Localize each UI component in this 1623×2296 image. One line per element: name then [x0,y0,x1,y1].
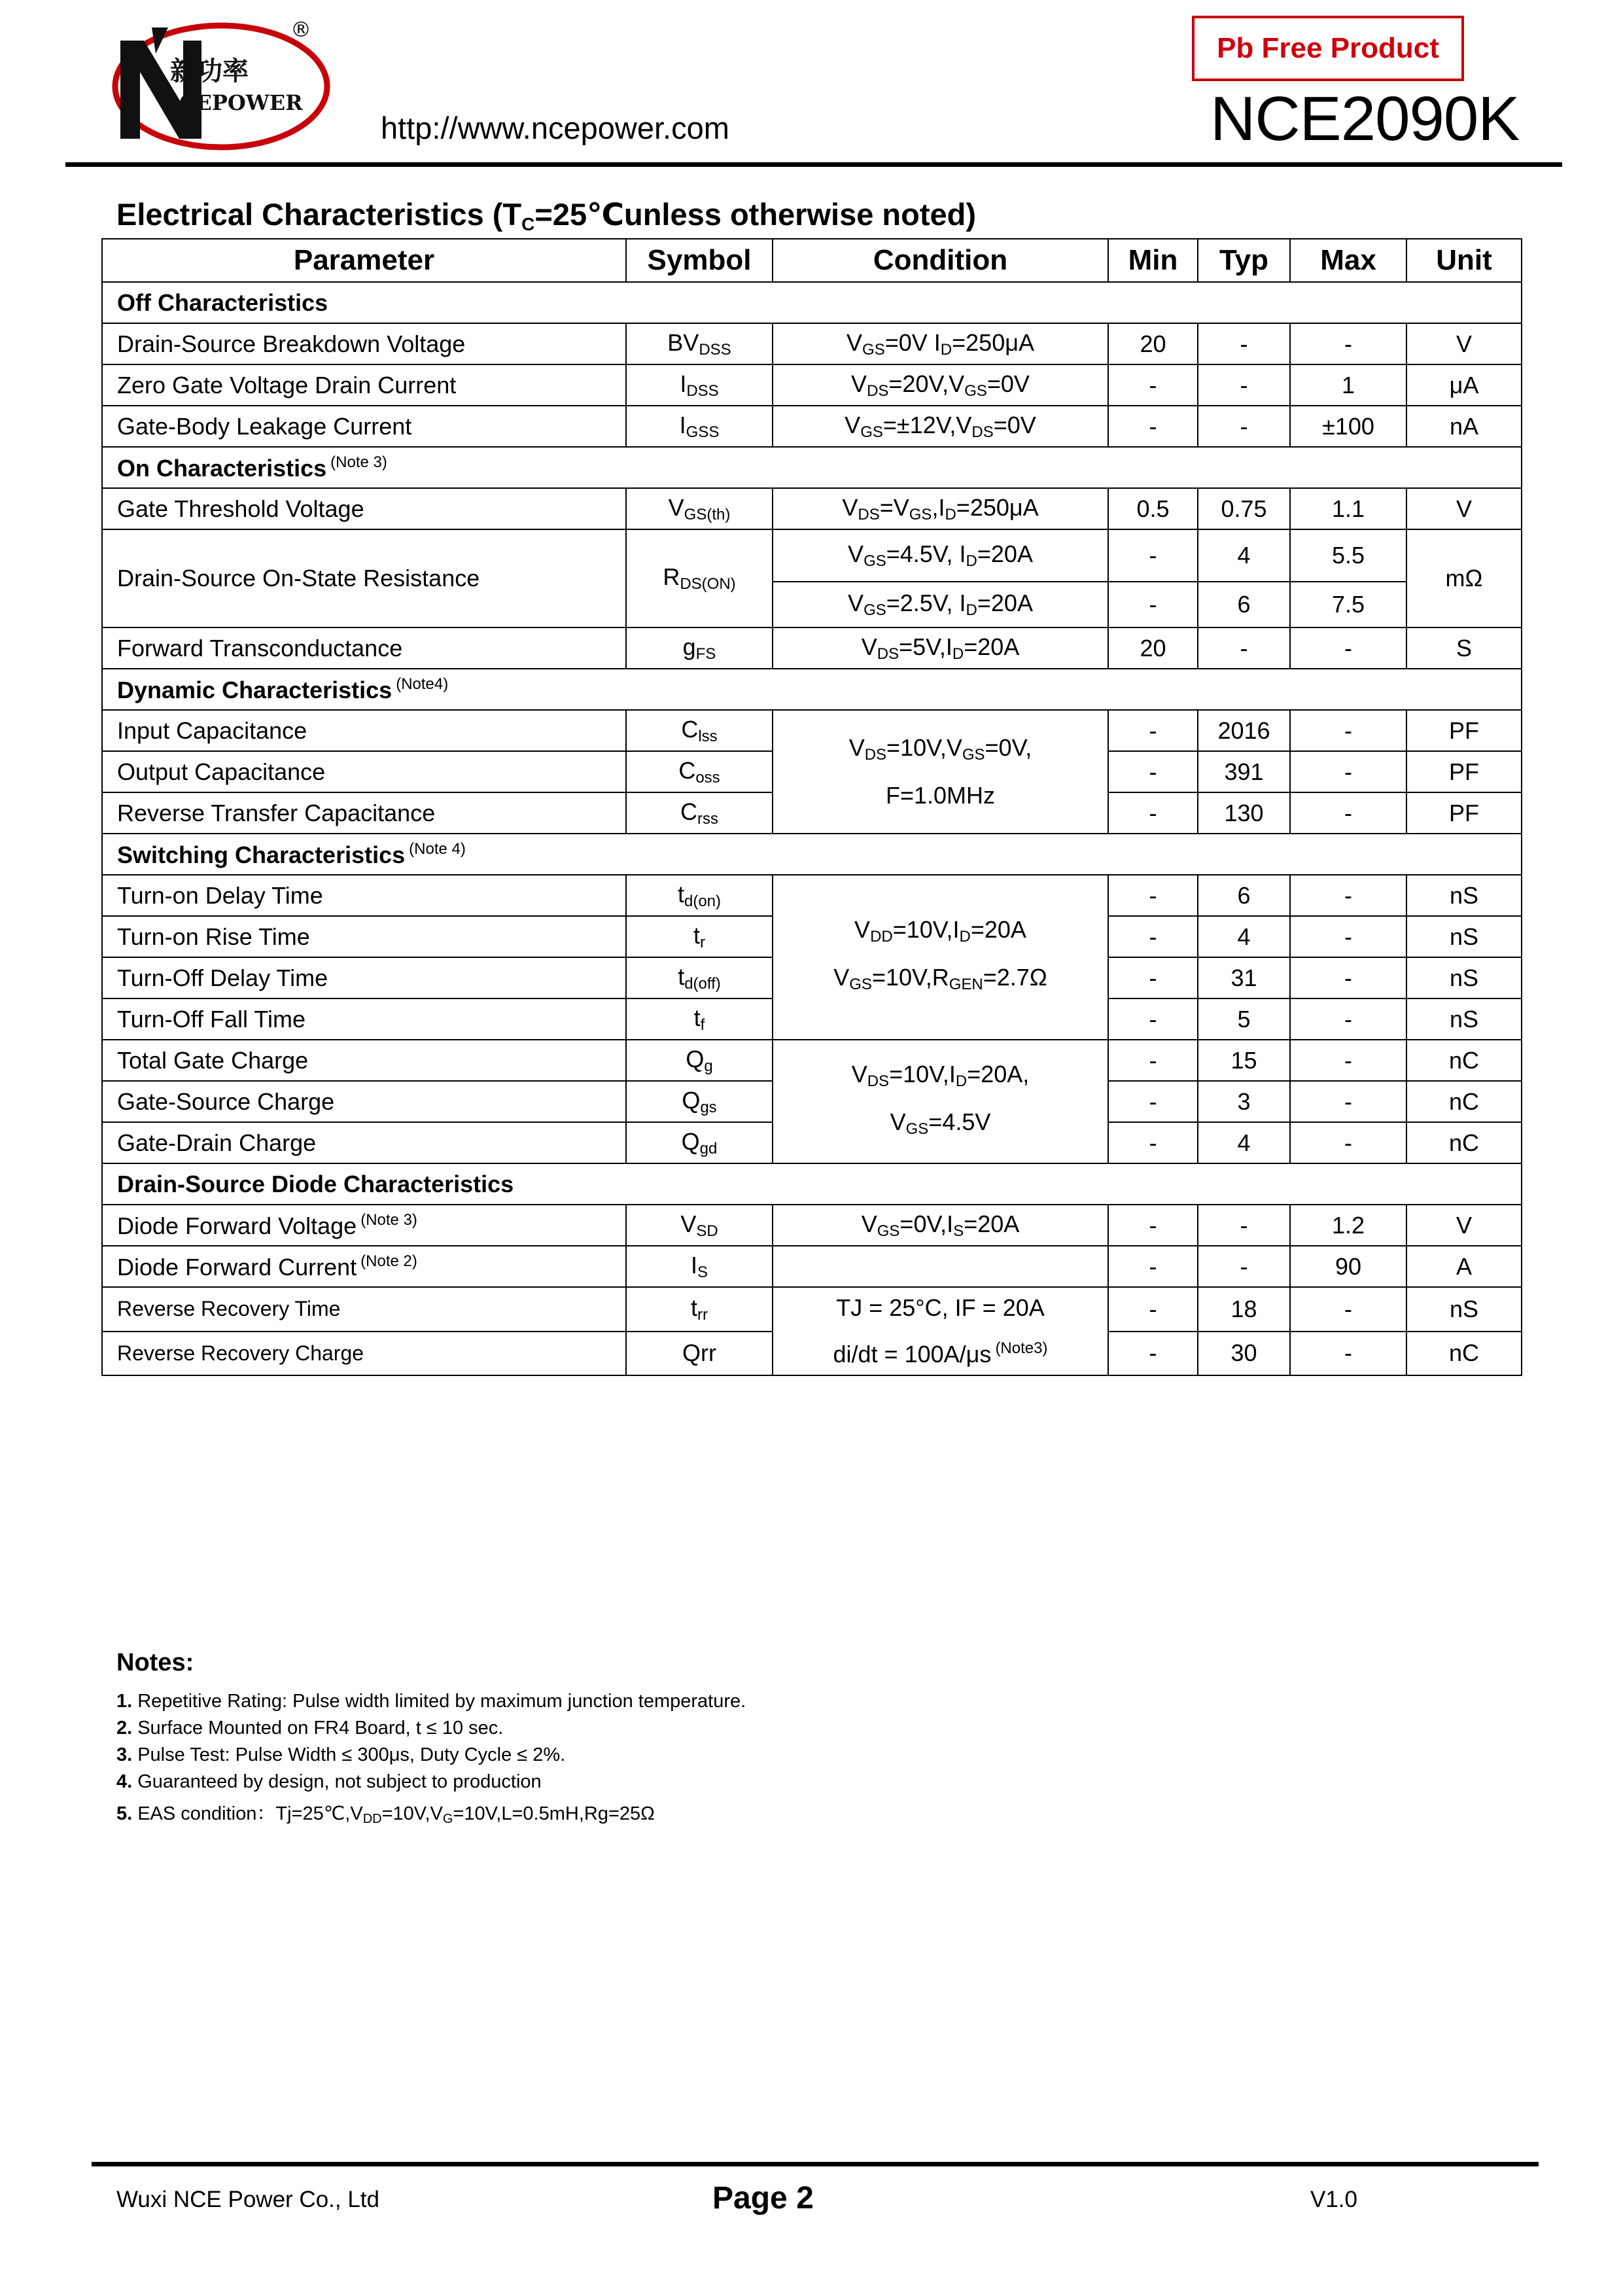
min-cell: - [1108,1205,1198,1246]
table-row [102,529,1522,582]
company-logo [106,14,332,153]
min-cell: - [1108,916,1198,957]
symbol-cell: $BV_{DSS}$ [626,323,773,364]
table-row [102,710,1522,751]
max-cell: - [1290,627,1406,669]
symbol-cell: $C_{oss}$ [626,751,773,792]
table-header-row [102,239,1522,282]
param-cell: Diode Forward Voltage $^{(Note 3)}$ [102,1205,626,1246]
table-row [102,1205,1522,1246]
min-cell: - [1108,957,1198,998]
max-cell: - [1290,998,1406,1040]
notes-list [116,1688,746,1833]
typ-cell: 391 [1198,751,1290,792]
table-row [102,1246,1522,1287]
param-cell: Gate Threshold Voltage [102,488,626,529]
table-row [102,488,1522,529]
unit-cell: nS [1406,875,1522,916]
typ-cell: 18 [1198,1287,1290,1332]
param-cell: Gate-Drain Charge [102,1122,626,1163]
param-cell: Drain-Source Breakdown Voltage [102,323,626,364]
min-cell: 0.5 [1108,488,1198,529]
unit-cell: PF [1406,710,1522,751]
condition-cell: $V_{DD}=10V,I_D=20A$ $V_{GS}=10V,R_{GEN}=2.7\Omega$ [773,875,1108,1040]
unit-cell: nC [1406,1122,1522,1163]
symbol-cell: $Q_{gd}$ [626,1122,773,1163]
condition-cell: $V_{GS}=0V$ $I_D=250\mu A$ [773,323,1108,364]
unit-cell: PF [1406,751,1522,792]
group-diode-characteristics: Drain-Source Diode Characteristics [102,1163,1522,1205]
condition-cell: $V_{GS}=4.5V$, $I_D=20A$ [773,529,1108,582]
typ-cell: - [1198,1246,1290,1287]
note-item: 2. Surface Mounted on FR4 Board, t ≤ 10 sec. [116,1718,504,1739]
table-row [102,1287,1522,1332]
typ-cell: 3 [1198,1081,1290,1122]
typ-cell: 6 [1198,875,1290,916]
group-row [102,834,1522,875]
param-cell: Diode Forward Current $^{(Note 2)}$ [102,1246,626,1287]
symbol-cell: $Q_g$ [626,1040,773,1081]
typ-cell: - [1198,364,1290,406]
group-row [102,1163,1522,1205]
param-cell: Turn-Off Delay Time [102,957,626,998]
table-row [102,406,1522,447]
max-cell: 5.5 [1290,529,1406,582]
footer-page-number: Page 2 [712,2181,814,2216]
group-switching-characteristics: Switching Characteristics $^{(Note 4)}$ [102,834,1522,875]
note-item: 1. Repetitive Rating: Pulse width limited by maximum junction temperature. [116,1691,746,1712]
symbol-cell: $C_{lss}$ [626,710,773,751]
min-cell: - [1108,1081,1198,1122]
unit-cell: nA [1406,406,1522,447]
unit-cell: V [1406,1205,1522,1246]
note-item: 5. EAS condition：$Tj=25℃,V_{DD}=10V,V_G=10V,L=0.5mH,Rg=25\Omega$ [116,1803,655,1826]
min-cell: 20 [1108,323,1198,364]
typ-cell: 0.75 [1198,488,1290,529]
electrical-characteristics-table [101,238,1522,1376]
param-cell: Reverse Transfer Capacitance [102,792,626,834]
table-row [102,1040,1522,1081]
group-on-characteristics: On Characteristics $^{(Note 3)}$ [102,447,1522,488]
min-cell: - [1108,1122,1198,1163]
typ-cell: 2016 [1198,710,1290,751]
max-cell: - [1290,875,1406,916]
param-cell: Turn-Off Fall Time [102,998,626,1040]
symbol-cell: $t_{d(on)}$ [626,875,773,916]
footer-company: Wuxi NCE Power Co., Ltd [116,2187,379,2212]
header-unit: Unit [1406,239,1522,282]
part-number: NCE2090K [1210,84,1520,154]
max-cell: 1 [1290,364,1406,406]
group-row [102,447,1522,488]
condition-cell: $V_{DS}=V_{GS},I_D=250\mu A$ [773,488,1108,529]
typ-cell: - [1198,627,1290,669]
max-cell: 90 [1290,1246,1406,1287]
typ-cell: 5 [1198,998,1290,1040]
pb-free-badge: Pb Free Product [1192,16,1464,81]
header-min: Min [1108,239,1198,282]
typ-cell: 6 [1198,582,1290,627]
param-cell: Turn-on Rise Time [102,916,626,957]
param-cell: Reverse Recovery Charge [102,1332,626,1376]
group-row [102,669,1522,710]
max-cell: - [1290,1040,1406,1081]
unit-cell: nS [1406,1287,1522,1332]
typ-cell: 4 [1198,529,1290,582]
unit-cell: mΩ [1406,529,1522,627]
section-title: Electrical Characteristics ($T_C=25℃unless$ otherwise noted) [116,197,976,234]
min-cell: - [1108,710,1198,751]
condition-cell: $V_{DS}=5V,I_D=20A$ [773,627,1108,669]
typ-cell: - [1198,406,1290,447]
min-cell: - [1108,364,1198,406]
header-divider [65,162,1562,167]
typ-cell: - [1198,1205,1290,1246]
unit-cell: nS [1406,916,1522,957]
symbol-cell: $t_{rr}$ [626,1287,773,1332]
max-cell: 7.5 [1290,582,1406,627]
min-cell: - [1108,582,1198,627]
unit-cell: nS [1406,957,1522,998]
symbol-cell: Qrr [626,1332,773,1376]
max-cell: - [1290,710,1406,751]
min-cell: - [1108,529,1198,582]
unit-cell: A [1406,1246,1522,1287]
group-dynamic-characteristics: Dynamic Characteristics $^{(Note4)}$ [102,669,1522,710]
condition-cell: $V_{GS}=2.5V$, $I_D=20A$ [773,582,1108,627]
unit-cell: S [1406,627,1522,669]
symbol-cell: $t_r$ [626,916,773,957]
unit-cell: nC [1406,1081,1522,1122]
table-row [102,875,1522,916]
group-off-characteristics: Off Characteristics [102,282,1522,323]
param-cell: Total Gate Charge [102,1040,626,1081]
table-row [102,627,1522,669]
param-cell: Zero Gate Voltage Drain Current [102,364,626,406]
typ-cell: - [1198,323,1290,364]
max-cell: - [1290,1081,1406,1122]
param-cell: Gate-Source Charge [102,1081,626,1122]
nce-logo-graphic [106,14,332,153]
table-row [102,364,1522,406]
symbol-cell: $I_{GSS}$ [626,406,773,447]
max-cell: - [1290,1287,1406,1332]
unit-cell: nC [1406,1332,1522,1376]
param-cell: Forward Transconductance [102,627,626,669]
logo-english-text: CEPOWER [179,90,303,115]
min-cell: - [1108,1287,1198,1332]
symbol-cell: $R_{DS(ON)}$ [626,529,773,627]
max-cell: - [1290,792,1406,834]
unit-cell: V [1406,323,1522,364]
min-cell: - [1108,998,1198,1040]
condition-cell-empty [773,1246,1108,1287]
min-cell: - [1108,1040,1198,1081]
unit-cell: V [1406,488,1522,529]
max-cell: - [1290,957,1406,998]
param-cell: Drain-Source On-State Resistance [102,529,626,627]
group-row [102,282,1522,323]
min-cell: - [1108,751,1198,792]
condition-cell: $V_{DS}=10V,V_{GS}=0V$, F=1.0MHz [773,710,1108,834]
website-url[interactable]: http://www.ncepower.com [381,111,729,145]
symbol-cell: $I_S$ [626,1246,773,1287]
symbol-cell: $g_{FS}$ [626,627,773,669]
min-cell: - [1108,875,1198,916]
notes-title: Notes: [116,1649,194,1676]
symbol-cell: $t_{d(off)}$ [626,957,773,998]
registered-mark: ® [290,17,311,42]
typ-cell: 30 [1198,1332,1290,1376]
table-row [102,323,1522,364]
param-cell: Gate-Body Leakage Current [102,406,626,447]
max-cell: - [1290,916,1406,957]
max-cell: 1.2 [1290,1205,1406,1246]
unit-cell: nC [1406,1040,1522,1081]
typ-cell: 4 [1198,1122,1290,1163]
footer-divider [92,2162,1539,2166]
condition-cell: $V_{DS}=10V,I_D=20A$, $V_{GS}=4.5V$ [773,1040,1108,1163]
condition-cell: $V_{DS}=20V,V_{GS}=0V$ [773,364,1108,406]
footer-version: V1.0 [1310,2187,1357,2212]
note-item: 3. Pulse Test: Pulse Width ≤ 300μs, Duty Cycle ≤ 2%. [116,1744,566,1765]
condition-cell: $V_{GS}=\pm 12V,V_{DS}=0V$ [773,406,1108,447]
min-cell: - [1108,1332,1198,1376]
symbol-cell: $C_{rss}$ [626,792,773,834]
param-cell: Output Capacitance [102,751,626,792]
unit-cell: nS [1406,998,1522,1040]
max-cell: ±100 [1290,406,1406,447]
max-cell: - [1290,1122,1406,1163]
min-cell: - [1108,406,1198,447]
note-item: 4. Guaranteed by design, not subject to production [116,1771,542,1792]
typ-cell: 4 [1198,916,1290,957]
header-typ: Typ [1198,239,1290,282]
max-cell: 1.1 [1290,488,1406,529]
header-condition: Condition [773,239,1108,282]
header-max: Max [1290,239,1406,282]
param-cell: Reverse Recovery Time [102,1287,626,1332]
max-cell: - [1290,323,1406,364]
typ-cell: 15 [1198,1040,1290,1081]
min-cell: - [1108,1246,1198,1287]
max-cell: - [1290,751,1406,792]
header-symbol: Symbol [626,239,773,282]
param-cell: Input Capacitance [102,710,626,751]
header-parameter: Parameter [102,239,626,282]
symbol-cell: $V_{GS(th)}$ [626,488,773,529]
param-cell: Turn-on Delay Time [102,875,626,916]
symbol-cell: $Q_{gs}$ [626,1081,773,1122]
symbol-cell: $I_{DSS}$ [626,364,773,406]
min-cell: - [1108,792,1198,834]
unit-cell: μA [1406,364,1522,406]
condition-cell: $V_{GS}=0V,I_S=20A$ [773,1205,1108,1246]
typ-cell: 31 [1198,957,1290,998]
unit-cell: PF [1406,792,1522,834]
logo-chinese-text: 新功率 [170,56,249,86]
condition-cell: TJ = 25°C, IF = 20A di/dt = 100A/μs $^{(Note3)}$ [773,1287,1108,1375]
symbol-cell: $V_{SD}$ [626,1205,773,1246]
symbol-cell: $t_f$ [626,998,773,1040]
typ-cell: 130 [1198,792,1290,834]
min-cell: 20 [1108,627,1198,669]
max-cell: - [1290,1332,1406,1376]
